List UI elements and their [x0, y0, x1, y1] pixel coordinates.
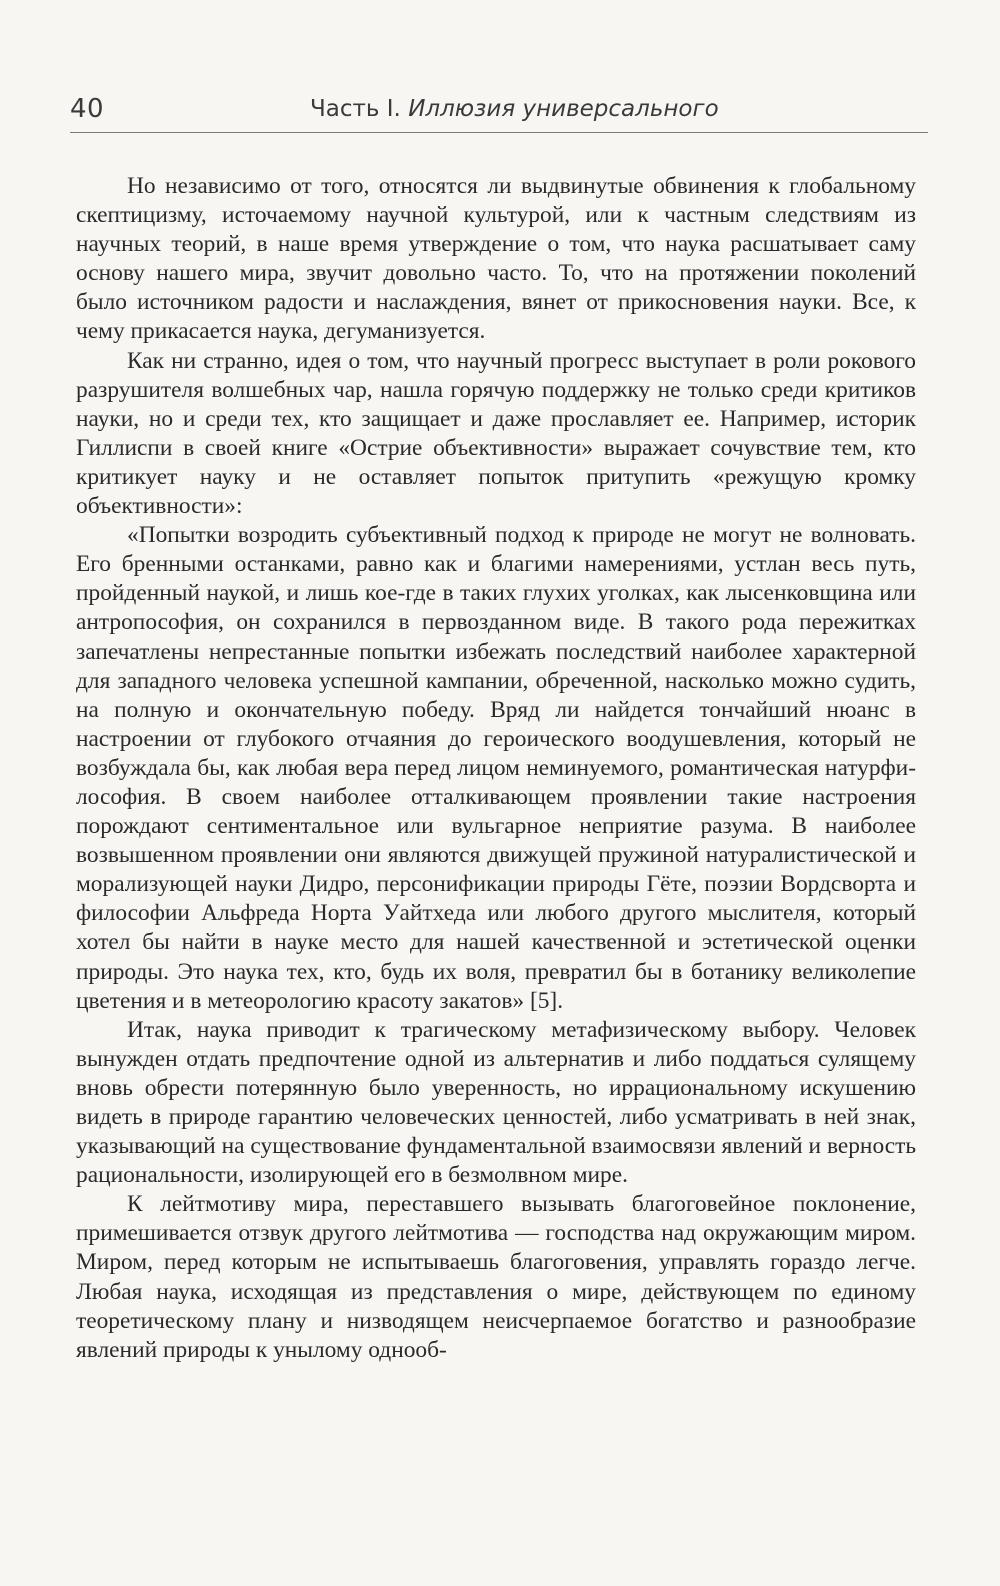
quotation-paragraph: «Попытки возродить субъективный подход к природе не могут не волновать. Его бренными останками, равно как и благими намерениями, устлан весь путь, пройденный наукой, и лишь кое-где в таких глухих уголках, как лысенковщина или антропософия, он сохранился в первозданном виде. В такого рода пережитках запечатлены непрестанные попытки избежать последствий наиболее характерной для западного человека успешной кампании, обреченной, насколько можно судить, на полную и окончательную победу. Вряд ли найдется тончайший нюанс в настроении от глубокого отчаяния до героического воодушевления, который не возбуждала бы, как любая вера перед лицом неминуемого, романтическая натурфилософия. В своем наиболее отталкивающем проявлении такие настроения порождают сентиментальное или вульгарное неприятие разума. В наиболее возвышенном проявлении они являются движущей пружиной натуралистической и морализующей науки Дидро, персонификации природы Гёте, поэзии Вордсворта и философии Альфреда Норта Уайтхеда или любого другого мыслителя, который хотел бы найти в науке место для нашей качественной и эстетической оценки природы. Это наука тех, кто, будь их воля, превратил бы в ботанику великолепие цветения и в метеорологию красоту закатов» [5]. [76, 522, 916, 1014]
paragraph: Как ни странно, идея о том, что научный прогресс выступает в роли рокового разрушителя волшебных чар, нашла горячую поддержку не только среди критиков науки, но и среди тех, кто защищает и даже прославляет ее. Например, историк Гиллиспи в своей книге «Острие объективности» выражает сочувствие тем, кто критикует науку и не оставляет попыток притупить «режущую кромку объективности»: [76, 347, 916, 520]
running-header [70, 92, 928, 133]
body-text [76, 172, 916, 1365]
paragraph: К лейтмотиву мира, переставшего вызывать благоговейное поклонение, примешивается отзвук другого лейтмотива — господства над окружающим миром. Миром, перед которым не испытываешь благоговения, управлять гораздо легче. Любая наука, исходящая из представления о мире, действующем по единому теоретическому плану и низводящем неисчерпаемое богатство и разнообразие явлений природы к унылому однооб- [76, 1191, 916, 1363]
page-number: 40 [70, 94, 105, 124]
chapter-title [310, 96, 719, 122]
part-title: Иллюзия универсального [408, 96, 719, 122]
paragraph: Итак, наука приводит к трагическому метафизическому выбору. Человек вынужден отдать предпочтение одной из альтернатив и либо поддаться сулящему вновь обрести потерянную было уверенность, но иррациональному искушению видеть в природе гарантию человеческих ценностей, либо усматривать в ней знак, указывающий на существование фундаментальной взаимосвязи явлений и верность рациональности, изолирующей его в безмолвном мире. [76, 1016, 916, 1189]
paragraph: Но независимо от того, относятся ли выдвинутые обвинения к глобальному скептицизму, источаемому научной культурой, или к частным следствиям из научных теорий, в наше время утверждение о том, что наука расшатывает саму основу нашего мира, звучит довольно часто. То, что на протяжении поколений было источником радости и наслаждения, вянет от прикосновения науки. Все, к чему прикасается наука, дегуманизуется. [76, 173, 916, 345]
part-label: Часть I. [310, 96, 401, 122]
